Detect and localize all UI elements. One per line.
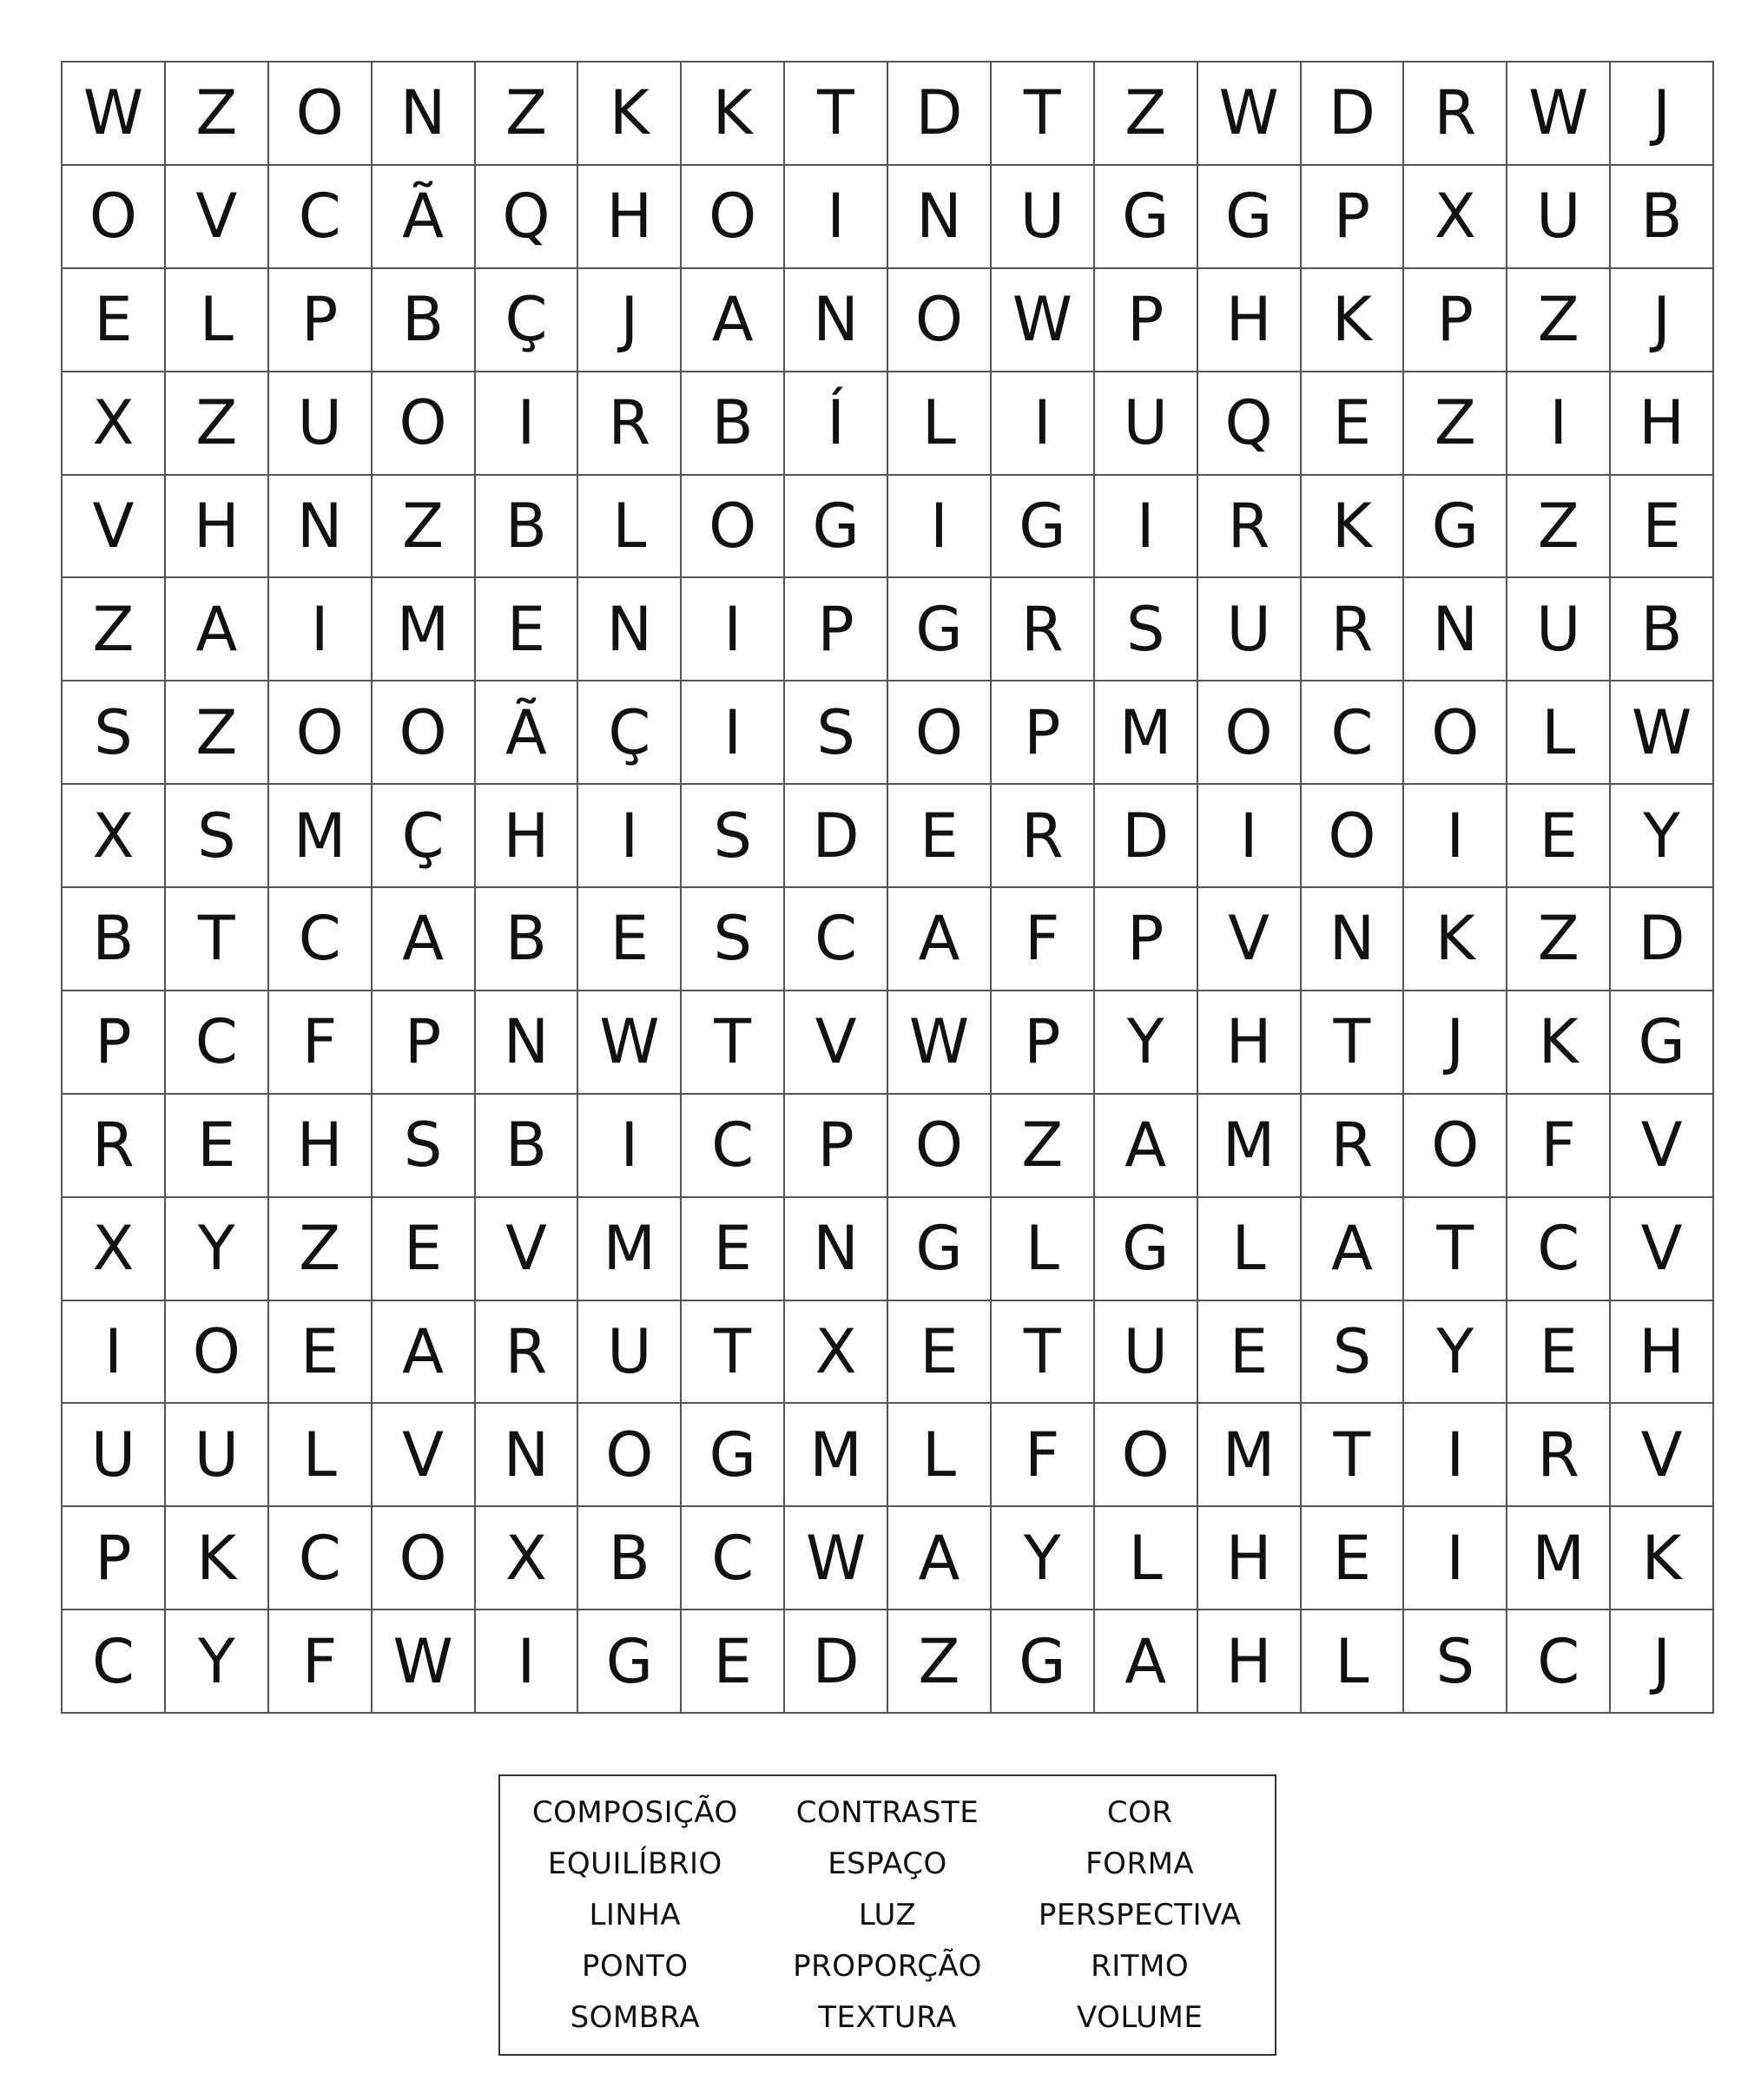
grid-cell[interactable]: Z (63, 578, 166, 681)
grid-cell[interactable]: I (578, 785, 682, 888)
grid-cell[interactable]: L (166, 269, 269, 372)
grid-cell[interactable]: G (1611, 991, 1714, 1095)
grid-cell[interactable]: C (269, 888, 373, 991)
word-bank-item: ESPAÇO (828, 1846, 947, 1881)
grid-cell[interactable]: D (1611, 888, 1714, 991)
grid-cell[interactable]: G (1198, 166, 1302, 269)
grid-cell[interactable]: S (785, 681, 888, 785)
grid-cell[interactable]: G (1404, 476, 1507, 579)
grid-cell[interactable]: W (1507, 63, 1611, 166)
grid-cell[interactable]: K (578, 63, 682, 166)
grid-cell[interactable]: A (166, 578, 269, 681)
grid-cell[interactable]: L (1302, 1610, 1405, 1714)
grid-cell[interactable]: O (373, 1507, 476, 1610)
grid-cell[interactable]: I (682, 578, 785, 681)
grid-cell[interactable]: U (578, 1301, 682, 1405)
grid-cell[interactable]: I (476, 372, 579, 476)
grid-cell[interactable]: J (1611, 63, 1714, 166)
grid-cell[interactable]: Z (1095, 63, 1198, 166)
grid-cell[interactable]: H (1198, 269, 1302, 372)
grid-cell[interactable]: G (1095, 166, 1198, 269)
grid-cell[interactable]: O (888, 681, 992, 785)
grid-cell[interactable]: L (888, 372, 992, 476)
grid-cell[interactable]: E (888, 1301, 992, 1405)
grid-cell[interactable]: E (1507, 785, 1611, 888)
grid-cell[interactable]: C (269, 166, 373, 269)
grid-cell[interactable]: Y (1404, 1301, 1507, 1405)
grid-cell[interactable]: N (785, 269, 888, 372)
grid-cell[interactable]: E (578, 888, 682, 991)
grid-cell[interactable]: H (578, 166, 682, 269)
grid-cell[interactable]: J (1611, 269, 1714, 372)
word-bank (498, 1774, 1276, 2056)
grid-cell[interactable]: Z (166, 372, 269, 476)
grid-cell[interactable]: L (888, 1404, 992, 1507)
grid-cell[interactable]: C (166, 991, 269, 1095)
grid-cell[interactable]: R (1507, 1404, 1611, 1507)
grid-cell[interactable]: W (578, 991, 682, 1095)
grid-cell[interactable]: Ç (373, 785, 476, 888)
grid-cell[interactable]: T (1302, 991, 1405, 1095)
grid-cell[interactable]: O (373, 681, 476, 785)
grid-cell[interactable]: R (578, 372, 682, 476)
grid-cell[interactable]: E (269, 1301, 373, 1405)
grid-cell[interactable]: O (1302, 785, 1405, 888)
grid-cell[interactable]: S (1302, 1301, 1405, 1405)
grid-cell[interactable]: W (1611, 681, 1714, 785)
grid-cell[interactable]: H (1611, 1301, 1714, 1405)
grid-cell[interactable]: I (578, 1095, 682, 1198)
word-bank-item: CONTRASTE (795, 1794, 979, 1830)
grid-cell[interactable]: G (888, 578, 992, 681)
grid-cell[interactable]: Y (1095, 991, 1198, 1095)
grid-cell[interactable]: M (1507, 1507, 1611, 1610)
grid-cell[interactable]: N (785, 1198, 888, 1301)
grid-cell[interactable]: O (166, 1301, 269, 1405)
grid-cell[interactable]: G (992, 476, 1095, 579)
word-bank-item: PERSPECTIVA (1038, 1897, 1242, 1932)
grid-cell[interactable]: S (682, 785, 785, 888)
grid-cell[interactable]: S (1095, 578, 1198, 681)
grid-cell[interactable]: R (63, 1095, 166, 1198)
grid-cell[interactable]: J (1404, 991, 1507, 1095)
grid-cell[interactable]: N (1302, 888, 1405, 991)
grid-cell[interactable]: G (992, 1610, 1095, 1714)
grid-cell[interactable]: I (1404, 1507, 1507, 1610)
grid-cell[interactable]: R (992, 785, 1095, 888)
grid-cell[interactable]: E (1507, 1301, 1611, 1405)
grid-cell[interactable]: N (373, 63, 476, 166)
grid-cell[interactable]: V (476, 1198, 579, 1301)
grid-cell[interactable]: R (1404, 63, 1507, 166)
grid-cell[interactable]: M (269, 785, 373, 888)
grid-cell[interactable]: H (1611, 372, 1714, 476)
letter-grid (61, 61, 1714, 1714)
grid-cell[interactable]: K (166, 1507, 269, 1610)
grid-cell[interactable]: I (1404, 1404, 1507, 1507)
grid-cell[interactable]: F (992, 888, 1095, 991)
grid-cell[interactable]: K (1302, 269, 1405, 372)
grid-cell[interactable]: U (63, 1404, 166, 1507)
grid-cell[interactable]: O (1404, 681, 1507, 785)
grid-cell[interactable]: K (1302, 476, 1405, 579)
grid-cell[interactable]: Z (476, 63, 579, 166)
grid-cell[interactable]: B (578, 1507, 682, 1610)
grid-cell[interactable]: Z (1507, 888, 1611, 991)
grid-cell[interactable]: Z (373, 476, 476, 579)
grid-cell[interactable]: Z (269, 1198, 373, 1301)
grid-cell[interactable]: G (682, 1404, 785, 1507)
grid-cell[interactable]: T (1404, 1198, 1507, 1301)
grid-cell[interactable]: B (1611, 166, 1714, 269)
grid-cell[interactable]: U (1095, 372, 1198, 476)
grid-cell[interactable]: V (63, 476, 166, 579)
grid-cell[interactable]: K (1507, 991, 1611, 1095)
grid-cell[interactable]: M (1198, 1095, 1302, 1198)
grid-cell[interactable]: Z (166, 63, 269, 166)
grid-cell[interactable]: E (166, 1095, 269, 1198)
word-bank-item: EQUILÍBRIO (547, 1846, 722, 1881)
grid-cell[interactable]: A (1095, 1610, 1198, 1714)
grid-cell[interactable]: R (992, 578, 1095, 681)
grid-cell[interactable]: E (1302, 372, 1405, 476)
grid-cell[interactable]: H (1198, 1507, 1302, 1610)
grid-cell[interactable]: L (1198, 1198, 1302, 1301)
grid-cell[interactable]: C (1302, 681, 1405, 785)
grid-cell[interactable]: D (1095, 785, 1198, 888)
grid-cell[interactable]: Z (1507, 476, 1611, 579)
grid-cell[interactable]: Ç (476, 269, 579, 372)
word-bank-item: LUZ (858, 1897, 917, 1932)
grid-cell[interactable]: P (1302, 166, 1405, 269)
grid-cell[interactable]: O (269, 681, 373, 785)
grid-cell[interactable]: R (1302, 1095, 1405, 1198)
grid-cell[interactable]: U (992, 166, 1095, 269)
grid-cell[interactable]: V (1198, 888, 1302, 991)
grid-cell[interactable]: R (1302, 578, 1405, 681)
grid-cell[interactable]: T (992, 63, 1095, 166)
grid-cell[interactable]: O (269, 63, 373, 166)
grid-cell[interactable]: O (1095, 1404, 1198, 1507)
grid-cell[interactable]: S (166, 785, 269, 888)
grid-cell[interactable]: B (63, 888, 166, 991)
grid-cell[interactable]: F (992, 1404, 1095, 1507)
grid-cell[interactable]: A (373, 888, 476, 991)
grid-cell[interactable]: C (682, 1507, 785, 1610)
grid-cell[interactable]: M (785, 1404, 888, 1507)
grid-cell[interactable]: Y (166, 1198, 269, 1301)
grid-cell[interactable]: U (166, 1404, 269, 1507)
word-bank-item: VOLUME (1076, 2000, 1204, 2036)
grid-cell[interactable]: Í (785, 372, 888, 476)
grid-cell[interactable]: O (1404, 1095, 1507, 1198)
grid-cell[interactable]: K (1404, 888, 1507, 991)
grid-cell[interactable]: T (1302, 1404, 1405, 1507)
grid-cell[interactable]: W (992, 269, 1095, 372)
grid-cell[interactable]: L (992, 1198, 1095, 1301)
grid-cell[interactable]: X (63, 1198, 166, 1301)
grid-cell[interactable]: P (992, 991, 1095, 1095)
grid-cell[interactable]: C (269, 1507, 373, 1610)
grid-cell[interactable]: P (1404, 269, 1507, 372)
grid-cell[interactable]: Y (992, 1507, 1095, 1610)
grid-cell[interactable]: Z (1404, 372, 1507, 476)
grid-cell[interactable]: O (888, 269, 992, 372)
grid-cell[interactable]: O (373, 372, 476, 476)
grid-cell[interactable]: O (682, 166, 785, 269)
grid-cell[interactable]: E (1611, 476, 1714, 579)
grid-cell[interactable]: K (682, 63, 785, 166)
grid-cell[interactable]: I (1404, 785, 1507, 888)
word-bank-item: TEXTURA (818, 2000, 957, 2036)
grid-cell[interactable]: U (1198, 578, 1302, 681)
grid-cell[interactable]: P (63, 1507, 166, 1610)
grid-cell[interactable]: L (1095, 1507, 1198, 1610)
grid-cell[interactable]: F (269, 991, 373, 1095)
grid-cell[interactable]: F (1507, 1095, 1611, 1198)
word-bank-item: COMPOSIÇÃO (531, 1794, 738, 1830)
grid-cell[interactable]: Ã (476, 681, 579, 785)
grid-cell[interactable]: W (888, 991, 992, 1095)
grid-cell[interactable]: L (578, 476, 682, 579)
grid-cell[interactable]: P (63, 991, 166, 1095)
grid-cell[interactable]: P (373, 991, 476, 1095)
grid-cell[interactable]: Z (992, 1095, 1095, 1198)
grid-cell[interactable]: I (476, 1610, 579, 1714)
grid-cell[interactable]: A (888, 1507, 992, 1610)
grid-cell[interactable]: I (682, 681, 785, 785)
grid-cell[interactable]: G (888, 1198, 992, 1301)
grid-cell[interactable]: H (476, 785, 579, 888)
grid-cell[interactable]: I (1507, 372, 1611, 476)
grid-cell[interactable]: A (373, 1301, 476, 1405)
grid-cell[interactable]: X (785, 1301, 888, 1405)
grid-cell[interactable]: V (1611, 1095, 1714, 1198)
grid-cell[interactable]: C (1507, 1198, 1611, 1301)
grid-cell[interactable]: T (166, 888, 269, 991)
grid-cell[interactable]: N (888, 166, 992, 269)
word-bank-item: SOMBRA (570, 2000, 701, 2036)
grid-cell[interactable]: J (1611, 1610, 1714, 1714)
grid-cell[interactable]: S (1404, 1610, 1507, 1714)
grid-cell[interactable]: X (476, 1507, 579, 1610)
grid-cell[interactable]: I (992, 372, 1095, 476)
grid-cell[interactable]: K (1611, 1507, 1714, 1610)
grid-cell[interactable]: M (578, 1198, 682, 1301)
grid-cell[interactable]: E (888, 785, 992, 888)
grid-cell[interactable]: B (476, 888, 579, 991)
grid-cell[interactable]: U (1507, 578, 1611, 681)
grid-cell[interactable]: O (63, 166, 166, 269)
grid-cell[interactable]: V (1611, 1404, 1714, 1507)
grid-cell[interactable]: O (682, 476, 785, 579)
grid-cell[interactable]: Ã (373, 166, 476, 269)
grid-cell[interactable]: P (785, 578, 888, 681)
word-bank-item: LINHA (589, 1897, 682, 1932)
grid-cell[interactable]: F (269, 1610, 373, 1714)
grid-cell[interactable]: A (1095, 1095, 1198, 1198)
grid-cell[interactable]: Q (476, 166, 579, 269)
grid-cell[interactable]: B (476, 476, 579, 579)
grid-cell[interactable]: O (578, 1404, 682, 1507)
grid-cell[interactable]: E (1302, 1507, 1405, 1610)
grid-cell[interactable]: D (1302, 63, 1405, 166)
grid-cell[interactable]: D (888, 63, 992, 166)
grid-cell[interactable]: O (888, 1095, 992, 1198)
grid-cell[interactable]: R (1198, 476, 1302, 579)
grid-cell[interactable]: I (1198, 785, 1302, 888)
grid-cell[interactable]: Q (1198, 372, 1302, 476)
grid-cell[interactable]: I (1095, 476, 1198, 579)
grid-cell[interactable]: S (63, 681, 166, 785)
grid-cell[interactable]: G (785, 476, 888, 579)
grid-cell[interactable]: A (888, 888, 992, 991)
grid-cell[interactable]: L (269, 1404, 373, 1507)
grid-cell[interactable]: L (1507, 681, 1611, 785)
grid-cell[interactable]: G (1095, 1198, 1198, 1301)
grid-cell[interactable]: W (373, 1610, 476, 1714)
grid-cell[interactable]: N (476, 991, 579, 1095)
grid-cell[interactable]: U (1507, 166, 1611, 269)
grid-cell[interactable]: N (578, 578, 682, 681)
grid-cell[interactable]: T (682, 1301, 785, 1405)
word-bank-item: COR (1106, 1794, 1173, 1830)
grid-cell[interactable]: P (1095, 269, 1198, 372)
grid-cell[interactable]: P (785, 1095, 888, 1198)
grid-cell[interactable]: T (785, 63, 888, 166)
grid-cell[interactable]: Y (1611, 785, 1714, 888)
grid-cell[interactable]: A (682, 269, 785, 372)
grid-cell[interactable]: D (785, 1610, 888, 1714)
grid-cell[interactable]: V (373, 1404, 476, 1507)
grid-cell[interactable]: V (785, 991, 888, 1095)
grid-cell[interactable]: M (1095, 681, 1198, 785)
grid-cell[interactable]: V (166, 166, 269, 269)
grid-cell[interactable]: I (888, 476, 992, 579)
grid-cell[interactable]: C (682, 1095, 785, 1198)
grid-cell[interactable]: Z (166, 681, 269, 785)
grid-cell[interactable]: E (373, 1198, 476, 1301)
grid-cell[interactable]: G (578, 1610, 682, 1714)
grid-cell[interactable]: X (63, 372, 166, 476)
grid-cell[interactable]: T (992, 1301, 1095, 1405)
grid-cell[interactable]: P (1095, 888, 1198, 991)
grid-cell[interactable]: B (476, 1095, 579, 1198)
grid-cell[interactable]: N (1404, 578, 1507, 681)
grid-cell[interactable]: I (63, 1301, 166, 1405)
word-bank-item: FORMA (1085, 1846, 1195, 1881)
grid-cell[interactable]: T (682, 991, 785, 1095)
grid-cell[interactable]: O (1198, 681, 1302, 785)
grid-cell[interactable]: S (373, 1095, 476, 1198)
grid-cell[interactable]: I (269, 578, 373, 681)
grid-cell[interactable]: Y (166, 1610, 269, 1714)
grid-cell[interactable]: B (373, 269, 476, 372)
grid-cell[interactable]: Ç (578, 681, 682, 785)
grid-cell[interactable]: W (63, 63, 166, 166)
grid-cell[interactable]: X (63, 785, 166, 888)
grid-cell[interactable]: E (63, 269, 166, 372)
grid-cell[interactable]: A (1302, 1198, 1405, 1301)
grid-cell[interactable]: X (1404, 166, 1507, 269)
grid-cell[interactable]: C (63, 1610, 166, 1714)
grid-cell[interactable]: E (1198, 1301, 1302, 1405)
grid-cell[interactable]: M (1198, 1404, 1302, 1507)
grid-cell[interactable]: Z (888, 1610, 992, 1714)
grid-cell[interactable]: H (1198, 991, 1302, 1095)
grid-cell[interactable]: U (1095, 1301, 1198, 1405)
grid-cell[interactable]: B (682, 372, 785, 476)
word-bank-item: PONTO (581, 1949, 689, 1985)
grid-cell[interactable]: I (785, 166, 888, 269)
grid-cell[interactable]: W (1198, 63, 1302, 166)
grid-cell[interactable]: E (682, 1198, 785, 1301)
grid-cell[interactable]: P (269, 269, 373, 372)
grid-cell[interactable]: E (682, 1610, 785, 1714)
grid-cell[interactable]: N (269, 476, 373, 579)
word-bank-item: RITMO (1091, 1949, 1190, 1985)
grid-cell[interactable]: U (269, 372, 373, 476)
grid-cell[interactable]: Z (1507, 269, 1611, 372)
grid-cell[interactable]: V (1611, 1198, 1714, 1301)
grid-cell[interactable]: M (373, 578, 476, 681)
grid-cell[interactable]: H (1198, 1610, 1302, 1714)
word-bank-item: PROPORÇÃO (793, 1949, 982, 1985)
grid-cell[interactable]: R (476, 1301, 579, 1405)
grid-cell[interactable]: S (682, 888, 785, 991)
grid-cell[interactable]: P (992, 681, 1095, 785)
grid-cell[interactable]: J (578, 269, 682, 372)
grid-cell[interactable]: B (1611, 578, 1714, 681)
grid-cell[interactable]: E (476, 578, 579, 681)
grid-cell[interactable]: C (1507, 1610, 1611, 1714)
grid-cell[interactable]: D (785, 785, 888, 888)
grid-cell[interactable]: N (476, 1404, 579, 1507)
grid-cell[interactable]: H (269, 1095, 373, 1198)
grid-cell[interactable]: W (785, 1507, 888, 1610)
grid-cell[interactable]: H (166, 476, 269, 579)
grid-cell[interactable]: C (785, 888, 888, 991)
